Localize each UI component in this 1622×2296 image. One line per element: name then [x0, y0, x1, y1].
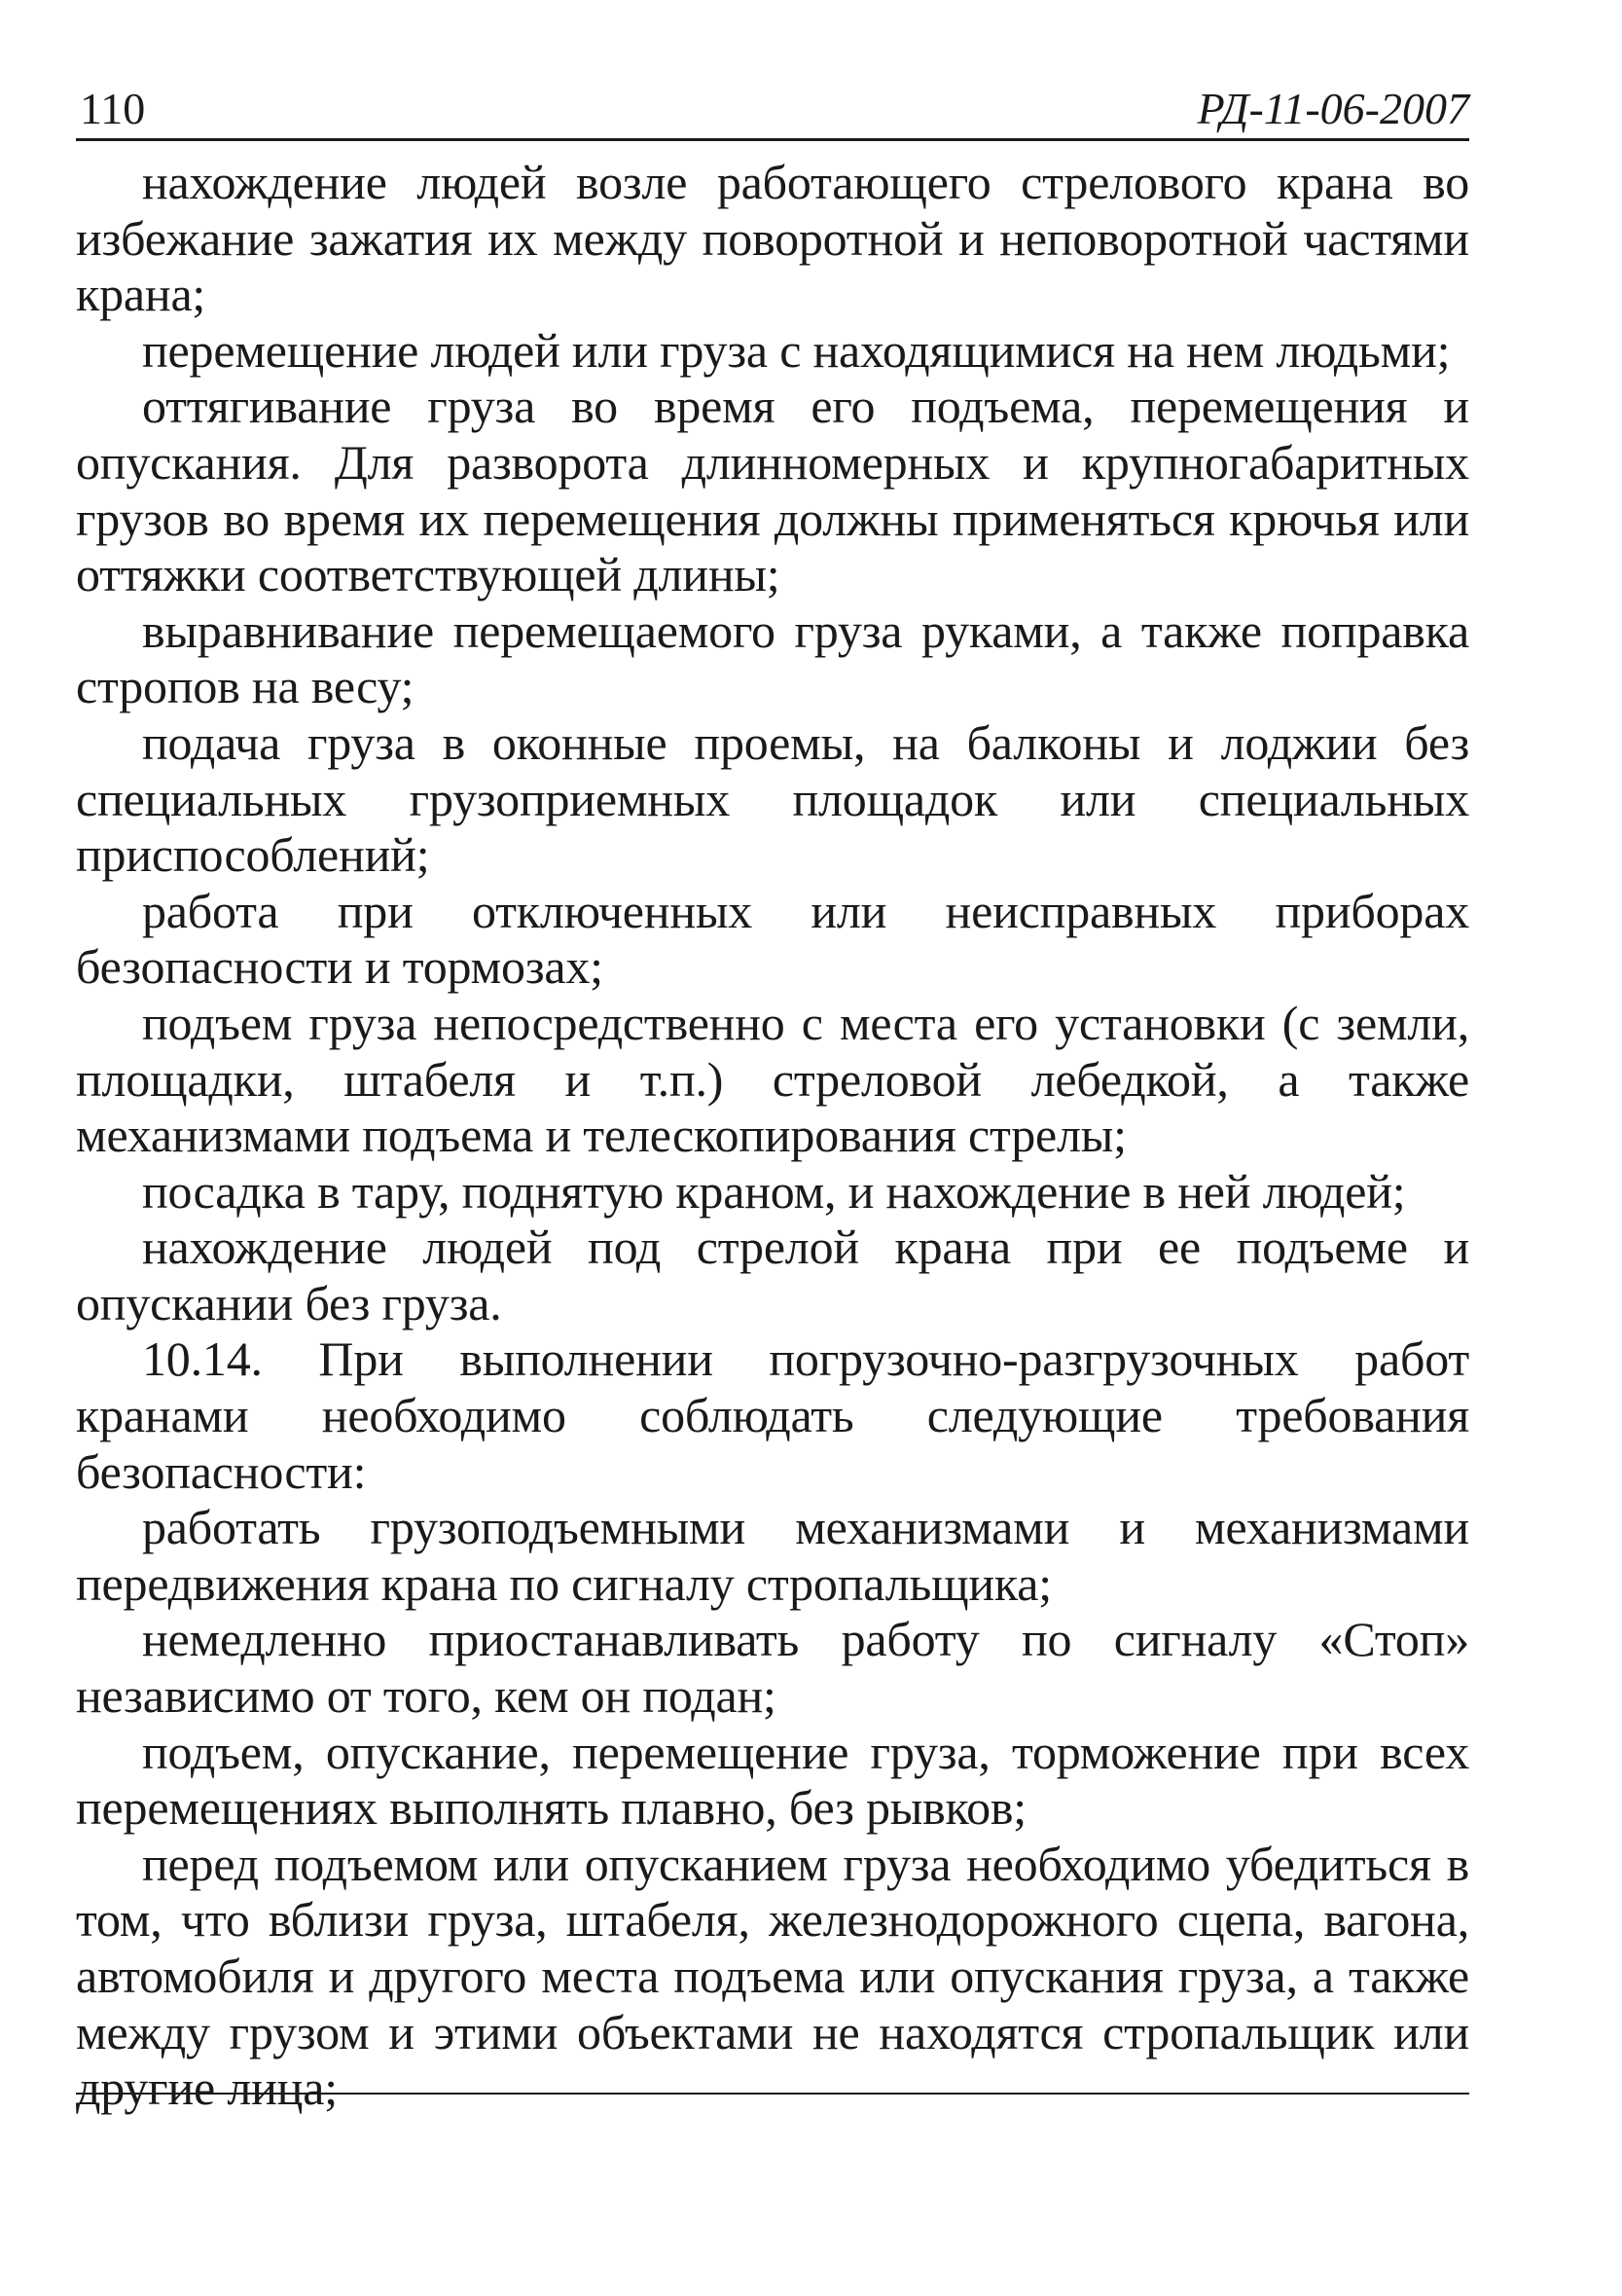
- paragraph-5: подача груза в оконные проемы, на балконы и лоджии без специальных грузоприемных площадок или специальных приспособлений;: [76, 714, 1469, 883]
- paragraph-12: немедленно приостанавливать работу по сигналу «Стоп» независимо от того, кем он подан;: [76, 1612, 1469, 1724]
- paragraph-14: перед подъемом или опусканием груза необходимо убедиться в том, что вблизи груза, штабеля, железнодорожного сцепа, вагона, автомобиля и другого места подъема или опускания груза, а также между грузом и этими объектами не находятся стропальщик или другие лица;: [76, 1836, 1469, 2116]
- paragraph-3: оттягивание груза во время его подъема, перемещения и опускания. Для разворота длинномерных и крупногабаритных грузов во время их перемещения должны применяться крючья или оттяжки соответствующей длины;: [76, 379, 1469, 602]
- section-10-14-paragraph: 10.14. При выполнении погрузочно-разгрузочных работ кранами необходимо соблюдать следующие требования безопасности:: [76, 1331, 1469, 1499]
- paragraph-11: работать грузоподъемными механизмами и механизмами передвижения крана по сигналу стропальщика;: [76, 1500, 1469, 1611]
- paragraph-8: посадка в тару, поднятую краном, и нахождение в ней людей;: [142, 1163, 1406, 1219]
- document-page: [76, 76, 1469, 2217]
- paragraph-2: перемещение людей или груза с находящимися на нем людьми;: [142, 322, 1451, 378]
- paragraph-6: работа при отключенных или неисправных приборах безопасности и тормозах;: [76, 883, 1469, 995]
- footer-rule: [76, 2093, 1469, 2095]
- paragraph-7: подъем груза непосредственно с места его установки (с земли, площадки, штабеля и т.п.) стреловой лебедкой, а также механизмами подъема и телескопирования стрелы;: [76, 995, 1469, 1163]
- document-code: РД-11-06-2007: [1197, 84, 1469, 133]
- body-text: [76, 155, 1469, 2117]
- paragraph-9: нахождение людей под стрелой крана при ее подъеме и опускании без груза.: [76, 1220, 1469, 1330]
- paragraph-1: нахождение людей возле работающего стрелового крана во избежание зажатия их между поворотной и неповоротной частями крана;: [76, 155, 1469, 322]
- paragraph-4: выравнивание перемещаемого груза руками, а также поправка стропов на весу;: [76, 602, 1469, 714]
- page-header: [76, 76, 1469, 141]
- page-number: 110: [80, 84, 146, 133]
- paragraph-13: подъем, опускание, перемещение груза, торможение при всех перемещениях выполнять плавно, без рывков;: [76, 1724, 1469, 1836]
